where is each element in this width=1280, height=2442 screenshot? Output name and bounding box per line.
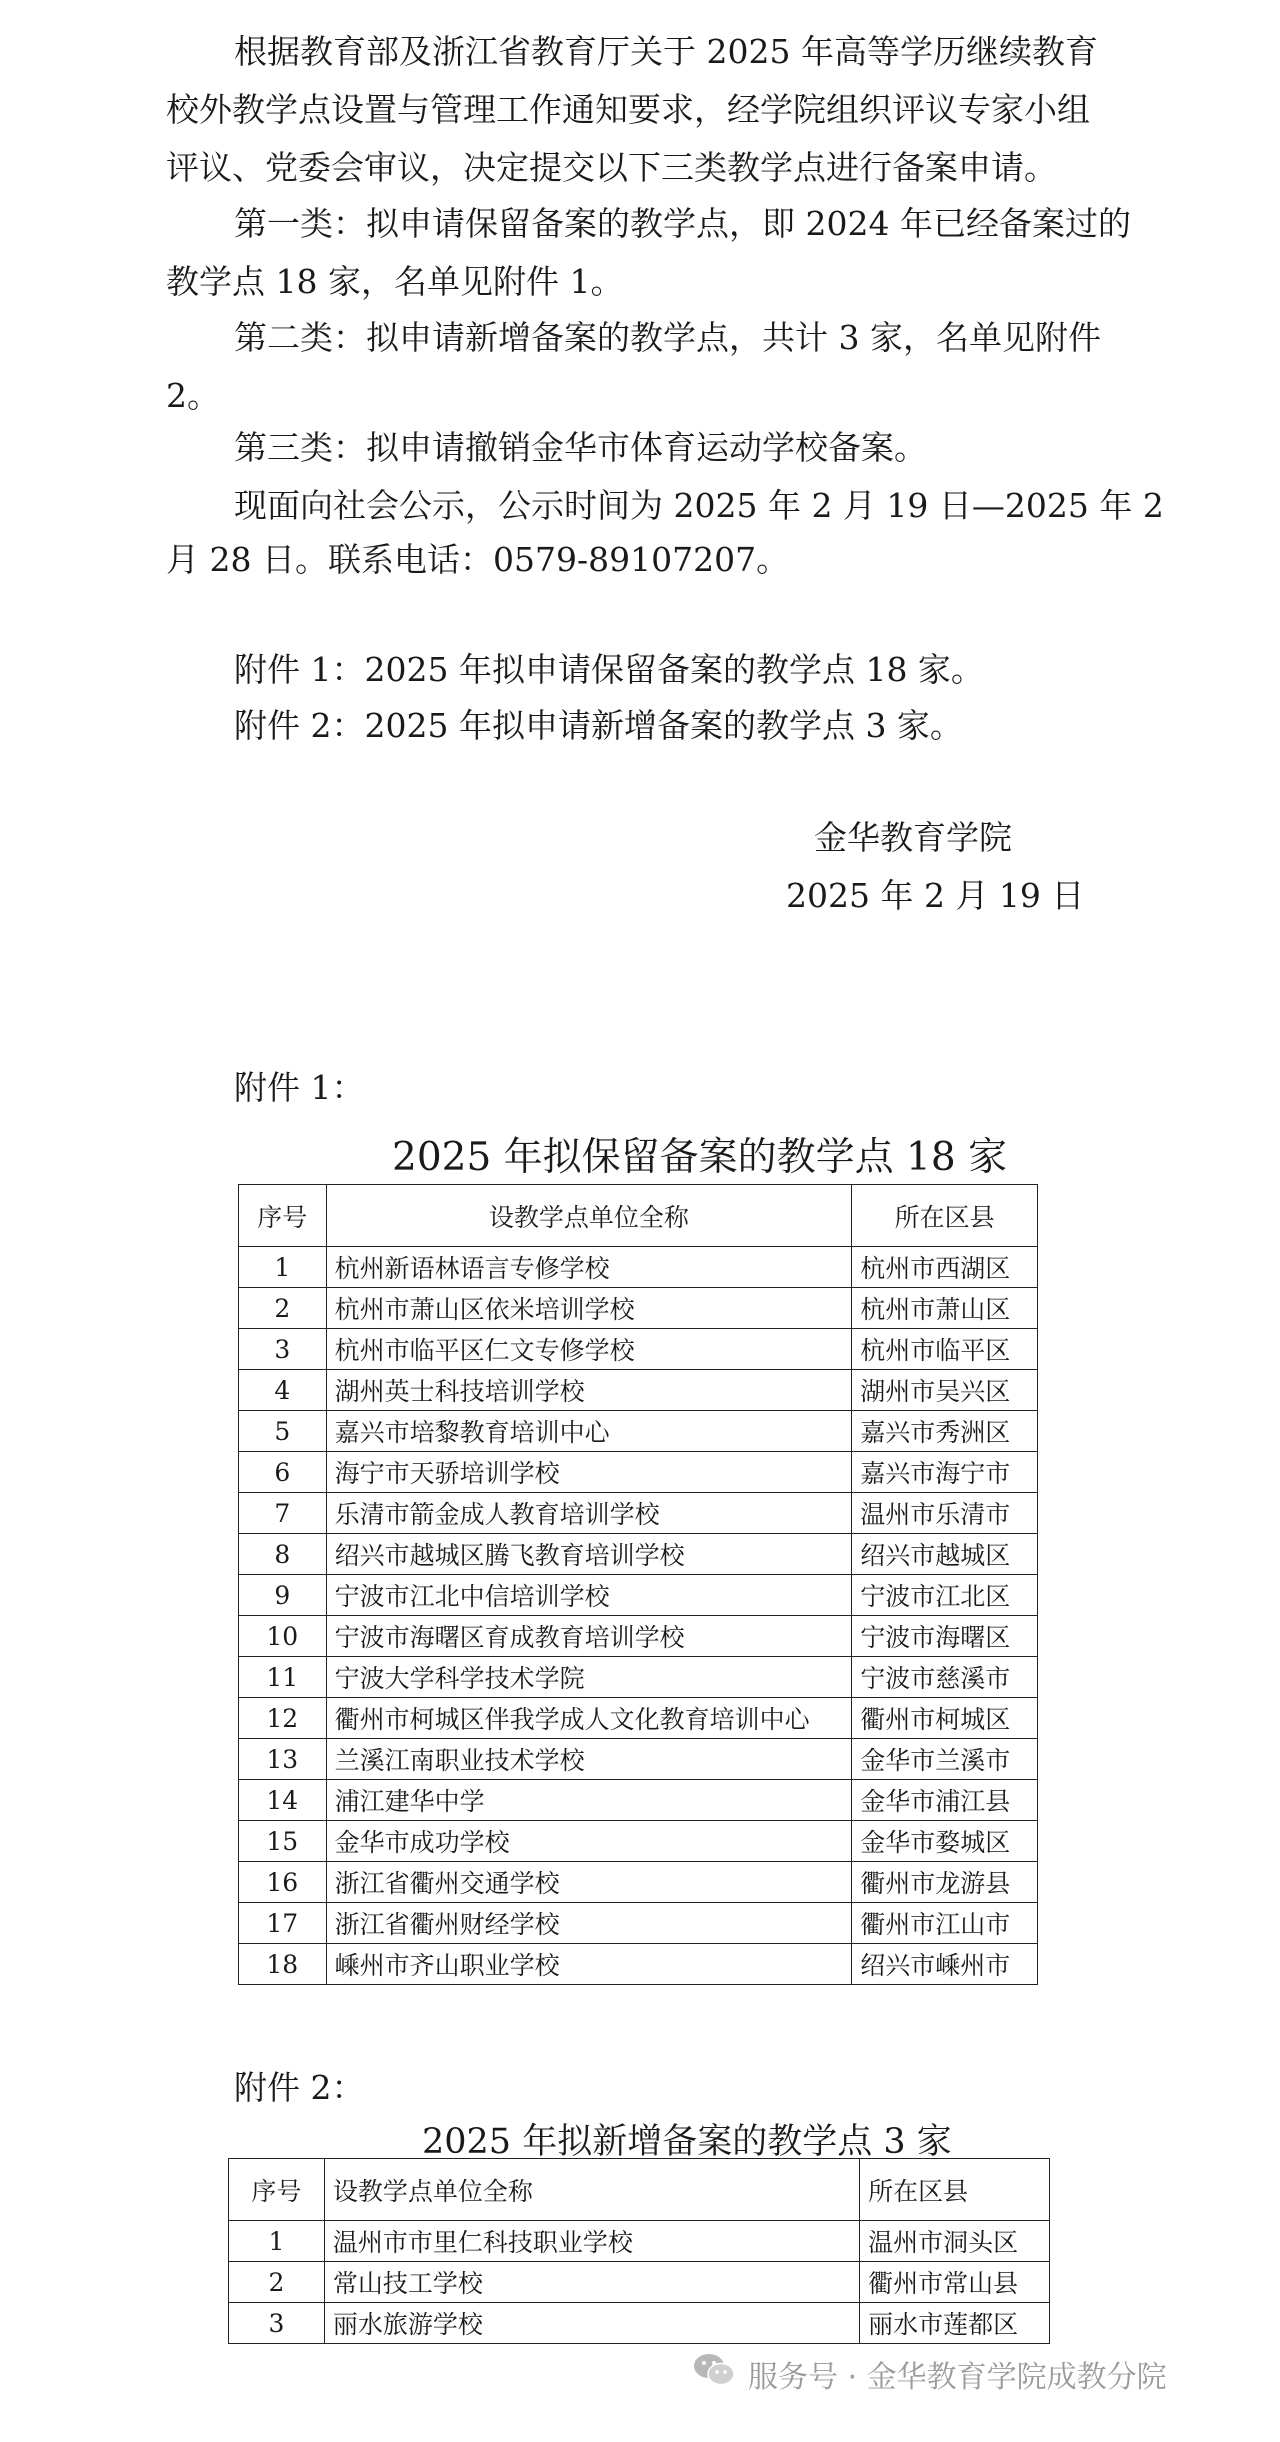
annex1-cell-name: 杭州新语林语言专修学校 [326,1247,852,1288]
annex1-cell-district: 杭州市临平区 [852,1329,1038,1370]
annex1-cell-district: 绍兴市嵊州市 [852,1944,1038,1985]
annex2-table [228,2158,1050,2344]
annex1-cell-index: 3 [239,1329,327,1370]
annex2-cell-name: 丽水旅游学校 [324,2303,859,2344]
annex1-header-name: 设教学点单位全称 [326,1185,852,1247]
annex1-cell-index: 16 [239,1862,327,1903]
annex2-cell-district: 衢州市常山县 [860,2262,1050,2303]
annex1-cell-index: 9 [239,1575,327,1616]
annex1-cell-district: 宁波市海曙区 [852,1616,1038,1657]
annex1-table-body [239,1247,1038,1985]
annex1-cell-index: 11 [239,1657,327,1698]
table-row [239,1247,1038,1288]
annex1-cell-district: 衢州市江山市 [852,1903,1038,1944]
annex1-cell-index: 6 [239,1452,327,1493]
annex1-cell-district: 金华市兰溪市 [852,1739,1038,1780]
annex1-cell-index: 18 [239,1944,327,1985]
annex1-cell-index: 1 [239,1247,327,1288]
notice-p3-line1: 第二类：拟申请新增备案的教学点，共计 3 家，名单见附件 [234,318,1101,357]
table-row [239,1862,1038,1903]
table-row [239,1821,1038,1862]
annex1-cell-index: 2 [239,1288,327,1329]
annex1-cell-name: 湖州英士科技培训学校 [326,1370,852,1411]
annex1-cell-district: 湖州市吴兴区 [852,1370,1038,1411]
table-row [229,2221,1050,2262]
annex1-cell-name: 宁波市江北中信培训学校 [326,1575,852,1616]
annex1-cell-name: 浙江省衢州交通学校 [326,1862,852,1903]
annex2-cell-district: 丽水市莲都区 [860,2303,1050,2344]
annex1-table [238,1184,1038,1985]
table-row [229,2262,1050,2303]
annex1-cell-name: 绍兴市越城区腾飞教育培训学校 [326,1534,852,1575]
annex1-cell-district: 宁波市慈溪市 [852,1657,1038,1698]
annex1-header-index: 序号 [239,1185,327,1247]
annex2-cell-name: 温州市市里仁科技职业学校 [324,2221,859,2262]
table-row [239,1944,1038,1985]
annex2-cell-index: 2 [229,2262,325,2303]
notice-p1-line2: 校外教学点设置与管理工作通知要求，经学院组织评议专家小组 [166,90,1090,129]
annex1-cell-district: 杭州市萧山区 [852,1288,1038,1329]
table-row [239,1698,1038,1739]
annex1-cell-name: 衢州市柯城区伴我学成人文化教育培训中心 [326,1698,852,1739]
table-row [239,1575,1038,1616]
annex2-cell-name: 常山技工学校 [324,2262,859,2303]
annex1-cell-name: 浙江省衢州财经学校 [326,1903,852,1944]
annex2-cell-district: 温州市洞头区 [860,2221,1050,2262]
annex1-cell-name: 宁波市海曙区育成教育培训学校 [326,1616,852,1657]
annex1-cell-district: 衢州市柯城区 [852,1698,1038,1739]
annex1-label: 附件 1： [234,1068,365,1107]
annex1-cell-name: 嵊州市齐山职业学校 [326,1944,852,1985]
annex1-cell-name: 杭州市临平区仁文专修学校 [326,1329,852,1370]
table-row [229,2303,1050,2344]
table-row [239,1452,1038,1493]
annex1-cell-district: 金华市婺城区 [852,1821,1038,1862]
annex2-header-index: 序号 [229,2159,325,2221]
table-row [239,1370,1038,1411]
annex2-cell-index: 3 [229,2303,325,2344]
table-row [239,1288,1038,1329]
annex2-label: 附件 2： [234,2068,365,2107]
annex1-cell-district: 衢州市龙游县 [852,1862,1038,1903]
annex1-cell-district: 绍兴市越城区 [852,1534,1038,1575]
annex1-cell-district: 嘉兴市秀洲区 [852,1411,1038,1452]
signature-date: 2025 年 2 月 19 日 [786,876,1085,915]
annex1-cell-index: 12 [239,1698,327,1739]
annex1-cell-index: 7 [239,1493,327,1534]
notice-p3-line2: 2。 [166,376,220,415]
annex1-cell-index: 10 [239,1616,327,1657]
annex1-cell-district: 杭州市西湖区 [852,1247,1038,1288]
annex1-cell-district: 温州市乐清市 [852,1493,1038,1534]
table-row [239,1411,1038,1452]
notice-p1-line3: 评议、党委会审议，决定提交以下三类教学点进行备案申请。 [166,148,1057,187]
attachment-1-reference: 附件 1：2025 年拟申请保留备案的教学点 18 家。 [234,650,984,689]
annex1-cell-index: 13 [239,1739,327,1780]
annex2-header-name: 设教学点单位全称 [324,2159,859,2221]
annex2-table-body [229,2221,1050,2344]
annex1-cell-index: 14 [239,1780,327,1821]
signature-organization: 金华教育学院 [814,818,1012,857]
annex1-cell-name: 杭州市萧山区依米培训学校 [326,1288,852,1329]
table-row [239,1616,1038,1657]
annex1-cell-name: 兰溪江南职业技术学校 [326,1739,852,1780]
wechat-icon [692,2352,736,2396]
annex1-cell-index: 8 [239,1534,327,1575]
annex1-cell-name: 海宁市天骄培训学校 [326,1452,852,1493]
annex1-cell-index: 5 [239,1411,327,1452]
table-row [239,1534,1038,1575]
notice-p4-line1: 第三类：拟申请撤销金华市体育运动学校备案。 [234,428,927,467]
table-row [239,1903,1038,1944]
table-row [239,1657,1038,1698]
notice-p1-line1: 根据教育部及浙江省教育厅关于 2025 年高等学历继续教育 [234,32,1098,71]
table-row [239,1780,1038,1821]
attachment-2-reference: 附件 2：2025 年拟申请新增备案的教学点 3 家。 [234,706,963,745]
notice-p5-line2: 月 28 日。联系电话：0579-89107207。 [166,540,790,579]
table-row [239,1739,1038,1780]
annex1-title: 2025 年拟保留备案的教学点 18 家 [392,1135,1008,1180]
annex1-cell-district: 嘉兴市海宁市 [852,1452,1038,1493]
annex1-header-district: 所在区县 [852,1185,1038,1247]
annex2-header-district: 所在区县 [860,2159,1050,2221]
annex1-cell-district: 宁波市江北区 [852,1575,1038,1616]
annex1-cell-index: 17 [239,1903,327,1944]
annex1-cell-name: 乐清市箭金成人教育培训学校 [326,1493,852,1534]
notice-p5-line1: 现面向社会公示，公示时间为 2025 年 2 月 19 日—2025 年 2 [234,486,1164,525]
annex2-cell-index: 1 [229,2221,325,2262]
annex1-cell-name: 宁波大学科学技术学院 [326,1657,852,1698]
annex1-cell-name: 金华市成功学校 [326,1821,852,1862]
annex1-cell-index: 15 [239,1821,327,1862]
table-row [239,1329,1038,1370]
table-row [239,1493,1038,1534]
annex1-cell-index: 4 [239,1370,327,1411]
annex1-cell-district: 金华市浦江县 [852,1780,1038,1821]
annex1-cell-name: 浦江建华中学 [326,1780,852,1821]
watermark [692,2352,1167,2396]
notice-p2-line2: 教学点 18 家，名单见附件 1。 [166,262,624,301]
watermark-text: 服务号 · 金华教育学院成教分院 [748,2360,1167,2395]
notice-p2-line1: 第一类：拟申请保留备案的教学点，即 2024 年已经备案过的 [234,204,1131,243]
annex1-cell-name: 嘉兴市培黎教育培训中心 [326,1411,852,1452]
annex2-title: 2025 年拟新增备案的教学点 3 家 [422,2122,952,2162]
